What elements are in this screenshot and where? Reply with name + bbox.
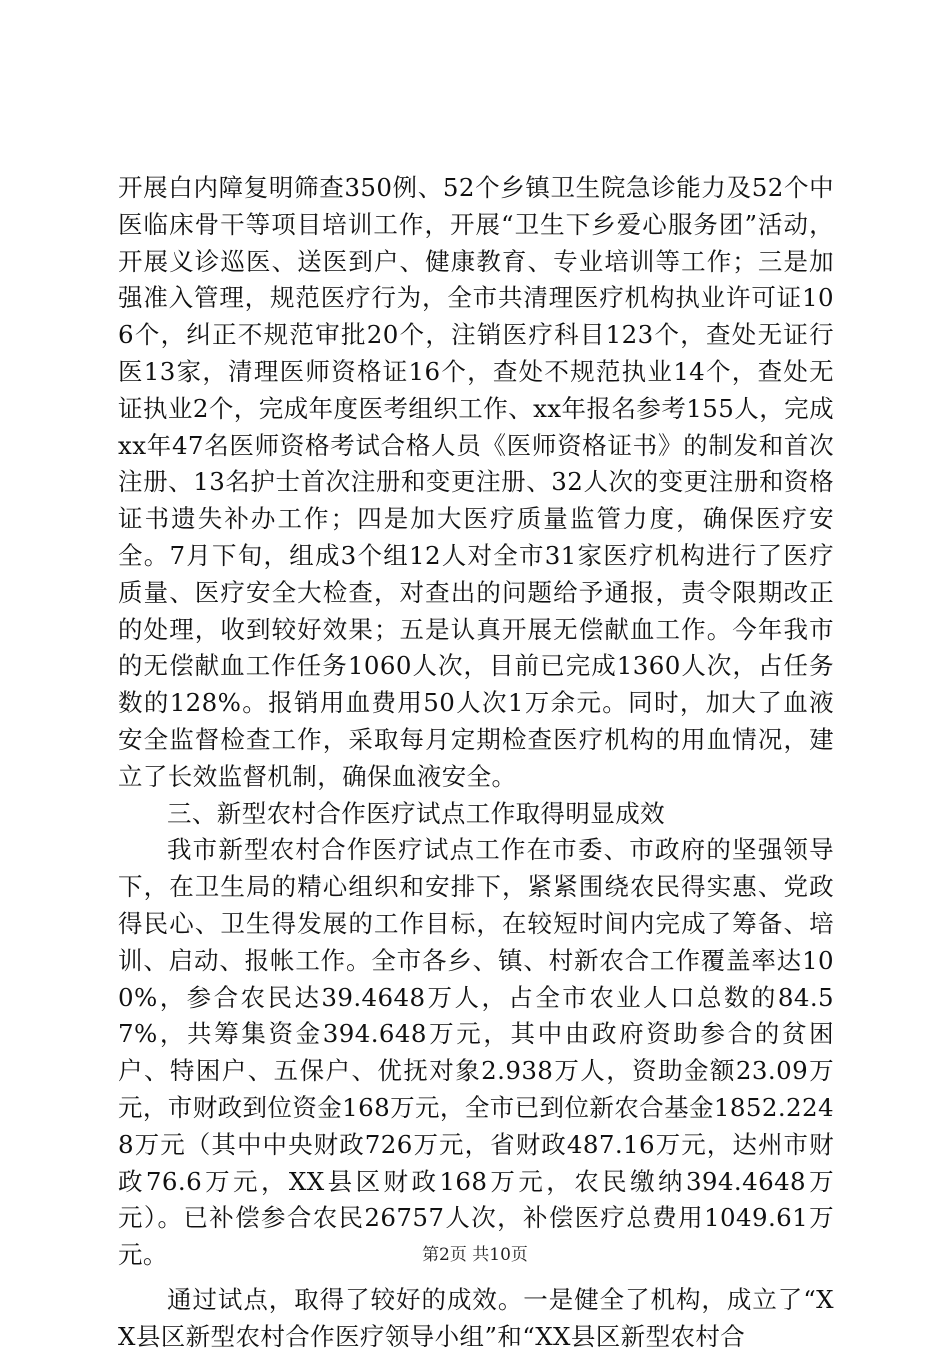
document-body <box>118 170 834 1356</box>
paragraph-rural-cooperative: 我市新型农村合作医疗试点工作在市委、市政府的坚强领导下，在卫生局的精心组织和安排下，紧紧围绕农民得实惠、党政得民心、卫生得发展的工作目标，在较短时间内完成了筹备、培训、启动、报帐工作。全市各乡、镇、村新农合工作覆盖率达100%，参合农民达39.4648万人，占全市农业人口总数的84.57%，共筹集资金394.648万元，其中由政府资助参合的贫困户、特困户、五保户、优抚对象2.938万人，资助金额23.09万元，市财政到位资金168万元，全市已到位新农合基金1852.2248万元（其中中央财政726万元，省财政487.16万元，达州市财政76.6万元，XX县区财政168万元，农民缴纳394.4648万元）。已补偿参合农民26757人次，补偿医疗总费用1049.61万元。 <box>118 835 834 1270</box>
page-number-footer: 第2页 共10页 <box>422 1245 528 1265</box>
paragraph-continuation: 开展白内障复明筛查350例、52个乡镇卫生院急诊能力及52个中医临床骨干等项目培训工作，开展“卫生下乡爱心服务团”活动，开展义诊巡医、送医到户、健康教育、专业培训等工作；三是加强准入管理，规范医疗行为，全市共清理医疗机构执业许可证106个，纠正不规范审批20个，注销医疗科目123个，查处无证行医13家，清理医师资格证16个，查处不规范执业14个，查处无证执业2个，完成年度医考组织工作、xx年报名参考155人，完成xx年47名医师资格考试合格人员《医师资格证书》的制发和首次注册、13名护士首次注册和变更注册、32人次的变更注册和资格证书遗失补办工作；四是加大医疗质量监管力度，确保医疗安全。7月下旬，组成3个组12人对全市31家医疗机构进行了医疗质量、医疗安全大检查，对查出的问题给予通报，责令限期改正的处理，收到较好效果；五是认真开展无偿献血工作。今年我市的无偿献血工作任务1060人次，目前已完成1360人次，占任务数的128%。报销用血费用50人次1万余元。同时，加大了血液安全监督检查工作，采取每月定期检查医疗机构的用血情况，建立了长效监督机制，确保血液安全。 <box>118 173 834 791</box>
section-heading: 三、新型农村合作医疗试点工作取得明显成效 <box>167 798 665 828</box>
paragraph-results: 通过试点，取得了较好的成效。一是健全了机构，成立了“XX县区新型农村合作医疗领导小组”和“XX县区新型农村合 <box>118 1284 834 1351</box>
